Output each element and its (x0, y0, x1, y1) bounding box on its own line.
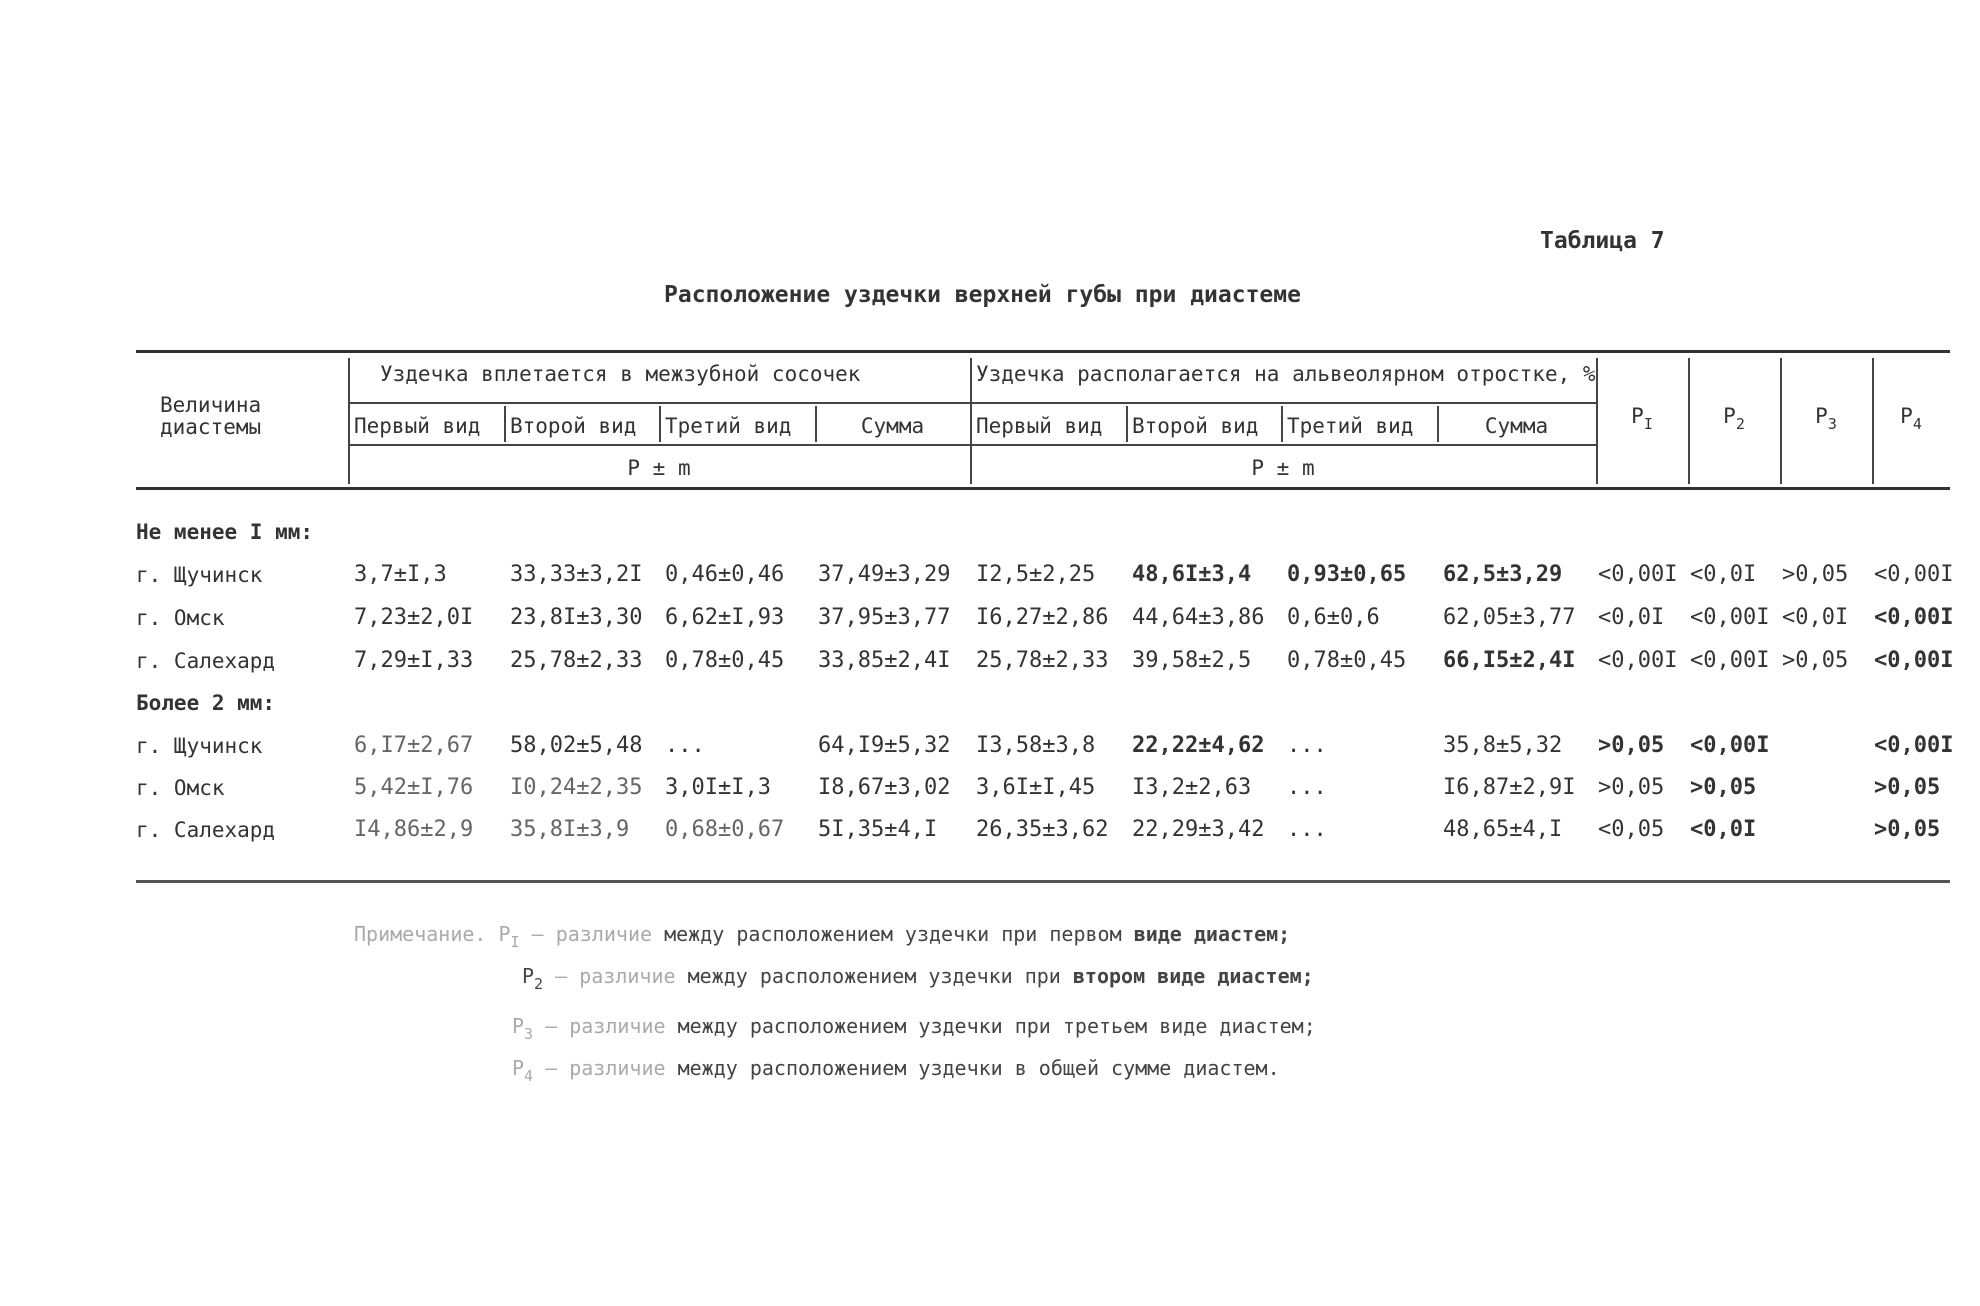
cell: 22,22±4,62 (1132, 733, 1265, 758)
p-cell: <0,0I (1598, 605, 1665, 630)
cell: 0,6±0,6 (1287, 605, 1380, 630)
cell: 7,23±2,0I (354, 605, 474, 630)
pm-label: P ± m (1251, 456, 1315, 480)
cell: 0,93±0,65 (1287, 562, 1407, 587)
cell: 33,33±3,2I (510, 562, 643, 587)
subcol-first: Первый вид (354, 414, 481, 438)
row-city: г. Омск (136, 776, 225, 800)
group-header-1: Уздечка вплетается в межзубной сосочек (380, 362, 861, 386)
p-cell: >0,05 (1874, 775, 1941, 800)
row-city: г. Щучинск (136, 734, 263, 758)
subcol-second: Второй вид (510, 414, 637, 438)
p-cell: <0,0I (1690, 562, 1757, 587)
cell: 3,7±I,3 (354, 562, 447, 587)
header-divider (659, 406, 661, 442)
cell: I3,58±3,8 (976, 733, 1096, 758)
row-header: Величина диастемы (160, 393, 262, 439)
header-subrule-2 (348, 444, 1596, 446)
p-cell: <0,00I (1874, 733, 1954, 758)
p-cell: <0,00I (1690, 733, 1770, 758)
cell: ... (1287, 733, 1327, 758)
p-cell: >0,05 (1598, 733, 1665, 758)
p-cell: <0,00I (1690, 648, 1770, 673)
note-line: $P_4$ – различие между расположением уздечки в общей сумме диастем. (512, 1056, 1280, 1085)
cell: ... (1287, 775, 1327, 800)
cell: 58,02±5,48 (510, 733, 643, 758)
cell: 5I,35±4,I (818, 817, 938, 842)
p-cell: <0,0I (1782, 605, 1849, 630)
p-cell: <0,00I (1874, 605, 1954, 630)
table-label: Таблица 7 (1540, 228, 1665, 254)
p-cell: >0,05 (1782, 562, 1849, 587)
note-line: Примечание. $P_I$ – различие между расположением уздечки при первом виде диастем; (354, 922, 1291, 951)
p-cell: <0,00I (1598, 648, 1678, 673)
cell: ... (1287, 817, 1327, 842)
p2-header: $P_2$ (1723, 404, 1745, 433)
group-header-2: Уздечка располагается на альвеолярном отростке, % (976, 362, 1596, 386)
cell: 48,65±4,I (1443, 817, 1563, 842)
cell: I2,5±2,25 (976, 562, 1096, 587)
p-cell: <0,00I (1874, 562, 1954, 587)
pm-label: P ± m (627, 456, 691, 480)
cell: 25,78±2,33 (976, 648, 1109, 673)
cell: ... (665, 733, 705, 758)
cell: 44,64±3,86 (1132, 605, 1265, 630)
row-city: г. Омск (136, 606, 225, 630)
table-bottom-rule (136, 880, 1950, 883)
cell: 6,I7±2,67 (354, 733, 474, 758)
subcol-sum: Сумма (1484, 414, 1549, 438)
cell: I0,24±2,35 (510, 775, 643, 800)
subcol-third: Третий вид (1287, 414, 1414, 438)
cell: 35,8I±3,9 (510, 817, 630, 842)
note-line: $P_3$ – различие между расположением уздечки при третьем виде диастем; (512, 1014, 1316, 1043)
cell: 0,78±0,45 (1287, 648, 1407, 673)
cell: 25,78±2,33 (510, 648, 643, 673)
note-line: $P_2$ – различие между расположением уздечки при втором виде диастем; (522, 964, 1314, 993)
cell: I6,87±2,9I (1443, 775, 1576, 800)
header-divider (1281, 406, 1283, 442)
subcol-second: Второй вид (1132, 414, 1259, 438)
section-label: Более 2 мм: (136, 691, 276, 715)
cell: 35,8±5,32 (1443, 733, 1563, 758)
header-divider (504, 406, 506, 442)
p-cell: >0,05 (1690, 775, 1757, 800)
header-divider (1126, 406, 1128, 442)
cell: 39,58±2,5 (1132, 648, 1252, 673)
row-city: г. Щучинск (136, 563, 263, 587)
p4-header: $P_4$ (1900, 404, 1922, 433)
cell: 0,78±0,45 (665, 648, 785, 673)
cell: 3,6I±I,45 (976, 775, 1096, 800)
subcol-sum: Сумма (860, 414, 925, 438)
cell: 48,6I±3,4 (1132, 562, 1252, 587)
p-cell: >0,05 (1782, 648, 1849, 673)
cell: 26,35±3,62 (976, 817, 1109, 842)
subcol-first: Первый вид (976, 414, 1103, 438)
p-cell: >0,05 (1874, 817, 1941, 842)
p1-header: $P_I$ (1631, 404, 1653, 433)
p-cell: >0,05 (1598, 775, 1665, 800)
cell: I8,67±3,02 (818, 775, 951, 800)
cell: I3,2±2,63 (1132, 775, 1252, 800)
cell: 3,0I±I,3 (665, 775, 771, 800)
cell: I6,27±2,86 (976, 605, 1109, 630)
cell: 33,85±2,4I (818, 648, 951, 673)
cell: 62,5±3,29 (1443, 562, 1563, 587)
cell: 6,62±I,93 (665, 605, 785, 630)
table-top-rule (136, 350, 1950, 353)
cell: I4,86±2,9 (354, 817, 474, 842)
cell: 23,8I±3,30 (510, 605, 643, 630)
p-cell: <0,0I (1690, 817, 1757, 842)
cell: 7,29±I,33 (354, 648, 474, 673)
cell: 62,05±3,77 (1443, 605, 1576, 630)
cell: 37,49±3,29 (818, 562, 951, 587)
cell: 22,29±3,42 (1132, 817, 1265, 842)
row-city: г. Салехард (136, 649, 276, 673)
cell: 64,I9±5,32 (818, 733, 951, 758)
section-label: Не менее I мм: (136, 520, 314, 544)
row-city: г. Салехард (136, 818, 276, 842)
p-cell: <0,00I (1874, 648, 1954, 673)
p-cell: <0,00I (1690, 605, 1770, 630)
p3-header: $P_3$ (1815, 404, 1837, 433)
table-header-bottom-rule (136, 487, 1950, 490)
cell: 66,I5±2,4I (1443, 648, 1576, 673)
cell: 0,46±0,46 (665, 562, 785, 587)
header-subrule-1 (348, 402, 1596, 404)
cell: 5,42±I,76 (354, 775, 474, 800)
table-title: Расположение уздечки верхней губы при диастеме (664, 282, 1301, 308)
cell: 37,95±3,77 (818, 605, 951, 630)
subcol-third: Третий вид (665, 414, 792, 438)
p-cell: <0,05 (1598, 817, 1665, 842)
cell: 0,68±0,67 (665, 817, 785, 842)
p-cell: <0,00I (1598, 562, 1678, 587)
